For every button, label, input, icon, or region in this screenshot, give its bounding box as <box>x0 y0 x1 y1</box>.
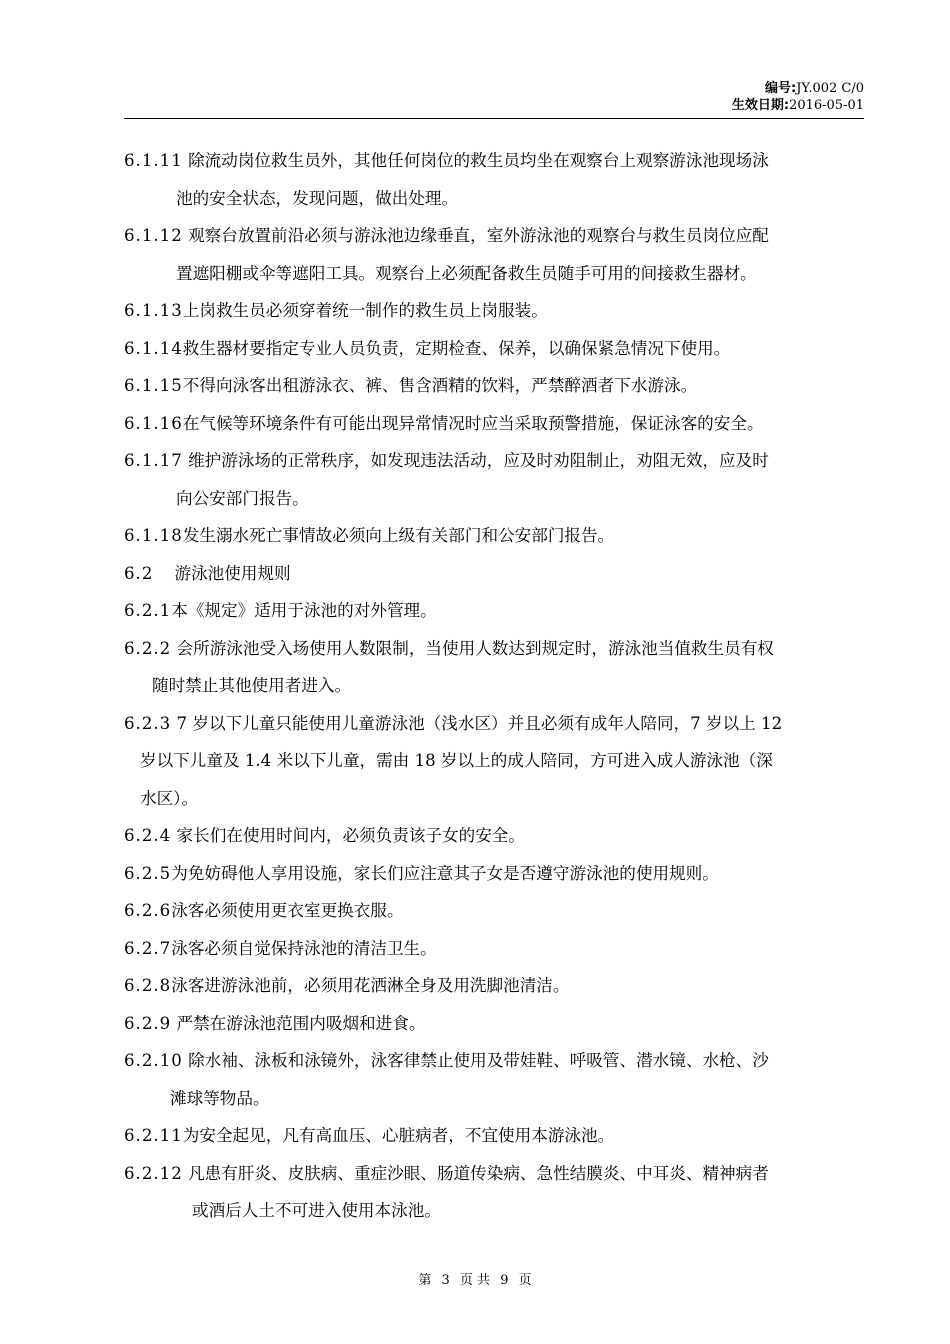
clause-text: 7 岁以下儿童只能使用儿童游泳池（浅水区）并且必须有成年人陪同，7 岁以上 12 <box>176 713 783 733</box>
clause-number: 6.2 <box>124 563 154 583</box>
clause-text: 严禁在游泳池范围内吸烟和进食。 <box>176 1013 426 1033</box>
clause-text: 发生溺水死亡事情故必须向上级有关部门和公安部门报告。 <box>182 526 615 545</box>
code-value: JY.002 C/0 <box>796 81 864 96</box>
clause-item <box>124 442 864 517</box>
clause-continuation: 池的安全状态，发现问题，做出处理。 <box>176 188 459 208</box>
clause-item <box>124 367 864 405</box>
clause-number: 6.2.1 <box>124 601 172 620</box>
clause-continuation: 置遮阳棚或伞等遮阳工具。观察台上必须配备救生员随手可用的间接救生器材。 <box>176 263 757 283</box>
clause-item <box>124 292 864 330</box>
clause-text: 泳客必须自觉保持泳池的清洁卫生。 <box>171 938 437 958</box>
clause-text: 泳客必须使用更衣室更换衣服。 <box>171 901 404 920</box>
clause-text: 除水袖、泳板和泳镜外，泳客律禁止使用及带娃鞋、呼吸管、潜水镜、水枪、沙 <box>188 1051 769 1070</box>
clause-text: 会所游泳池受入场使用人数限制，当使用人数达到规定时，游泳池当值救生员有权 <box>176 638 774 658</box>
clause-item <box>124 630 864 705</box>
clause-number: 6.2.5 <box>124 863 172 883</box>
clause-text: 凡患有肝炎、皮肤病、重症沙眼、肠道传染病、急性结膜炎、中耳炎、精神病者 <box>188 1163 769 1183</box>
clause-item <box>124 892 864 930</box>
clause-text: 上岗救生员必须穿着统一制作的救生员上岗服装。 <box>182 301 548 320</box>
clause-number: 6.2.2 <box>124 638 172 658</box>
clause-number: 6.2.4 <box>124 826 172 845</box>
footer-prefix: 第 <box>418 1273 432 1288</box>
clause-item <box>124 217 864 292</box>
clause-continuation: 水区）。 <box>140 788 199 808</box>
clause-text: 为免妨碍他人享用设施，家长们应注意其子女是否遵守游泳池的使用规则。 <box>171 863 719 883</box>
clause-number: 6.2.10 <box>124 1051 183 1070</box>
clause-continuation: 滩球等物品。 <box>170 1088 270 1108</box>
clause-number: 6.1.13 <box>124 301 183 320</box>
date-label: 生效日期: <box>731 98 790 113</box>
clause-number: 6.1.18 <box>124 526 183 545</box>
document-header <box>732 80 864 114</box>
clause-item <box>124 555 864 593</box>
clause-number: 6.2.6 <box>124 901 172 920</box>
clause-text: 不得向泳客出租游泳衣、裤、售含酒精的饮料，严禁醉酒者下水游泳。 <box>182 376 698 395</box>
clause-number: 6.1.16 <box>124 413 183 433</box>
clause-text: 游泳池使用规则 <box>174 563 291 583</box>
clause-number: 6.2.9 <box>124 1013 172 1033</box>
clause-number: 6.2.12 <box>124 1163 183 1183</box>
code-label: 编号: <box>765 81 797 96</box>
clause-text: 在气候等环境条件有可能出现异常情况时应当采取预警措施，保证泳客的安全。 <box>182 413 764 433</box>
clause-item <box>124 855 864 893</box>
clause-number: 6.1.17 <box>124 451 183 470</box>
date-value: 2016-05-01 <box>789 98 864 113</box>
clause-text: 本《规定》适用于泳池的对外管理。 <box>171 601 437 620</box>
clause-number: 6.2.11 <box>124 1126 183 1145</box>
clause-item <box>124 705 864 818</box>
clause-item <box>124 517 864 555</box>
footer-middle: 页 共 <box>459 1273 491 1288</box>
document-code <box>732 80 864 97</box>
clause-item <box>124 592 864 630</box>
clause-item <box>124 1042 864 1117</box>
clause-item <box>124 1155 864 1230</box>
clause-item <box>124 930 864 968</box>
clause-continuation: 或酒后人土不可进入使用本泳池。 <box>192 1201 441 1220</box>
clause-number: 6.1.14 <box>124 338 183 358</box>
clause-text: 泳客进游泳池前，必须用花洒淋全身及用洗脚池清洁。 <box>171 976 570 995</box>
clause-item <box>124 817 864 855</box>
clause-number: 6.1.12 <box>124 226 183 245</box>
clause-number: 6.1.15 <box>124 376 183 395</box>
clause-continuation: 随时禁止其他使用者进入。 <box>152 676 352 695</box>
page-footer <box>0 1269 950 1288</box>
clause-number: 6.2.3 <box>124 713 172 733</box>
clause-item <box>124 1117 864 1155</box>
footer-suffix: 页 <box>518 1273 532 1288</box>
clause-continuation: 向公安部门报告。 <box>176 488 309 508</box>
clause-item <box>124 967 864 1005</box>
clause-text: 为安全起见，凡有高血压、心脏病者，不宜使用本游泳池。 <box>182 1126 615 1145</box>
clause-number: 6.2.7 <box>124 938 172 958</box>
clause-item <box>124 142 864 217</box>
clause-item <box>124 330 864 368</box>
clause-number: 6.1.11 <box>124 151 183 170</box>
clause-item <box>124 405 864 443</box>
effective-date <box>732 97 864 114</box>
clause-item <box>124 1005 864 1043</box>
clause-text: 维护游泳场的正常秩序，如发现违法活动，应及时劝阻制止，劝阻无效，应及时 <box>188 451 769 470</box>
clause-text: 观察台放置前沿必须与游泳池边缘垂直，室外游泳池的观察台与救生员岗位应配 <box>188 226 769 245</box>
header-divider <box>124 118 864 119</box>
clause-gap <box>153 564 174 583</box>
page-number: 3 <box>441 1273 450 1288</box>
total-pages: 9 <box>500 1273 509 1288</box>
document-body <box>124 142 864 1230</box>
clause-text: 救生器材要指定专业人员负责，定期检查、保养，以确保紧急情况下使用。 <box>182 338 731 358</box>
clause-text: 除流动岗位救生员外，其他任何岗位的救生员均坐在观察台上观察游泳池现场泳 <box>188 151 769 170</box>
clause-text: 家长们在使用时间内，必须负责该子女的安全。 <box>176 826 525 845</box>
clause-number: 6.2.8 <box>124 976 172 995</box>
clause-continuation: 岁以下儿童及 1.4 米以下儿童，需由 18 岁以上的成人陪同，方可进入成人游泳池（深 <box>140 751 773 770</box>
